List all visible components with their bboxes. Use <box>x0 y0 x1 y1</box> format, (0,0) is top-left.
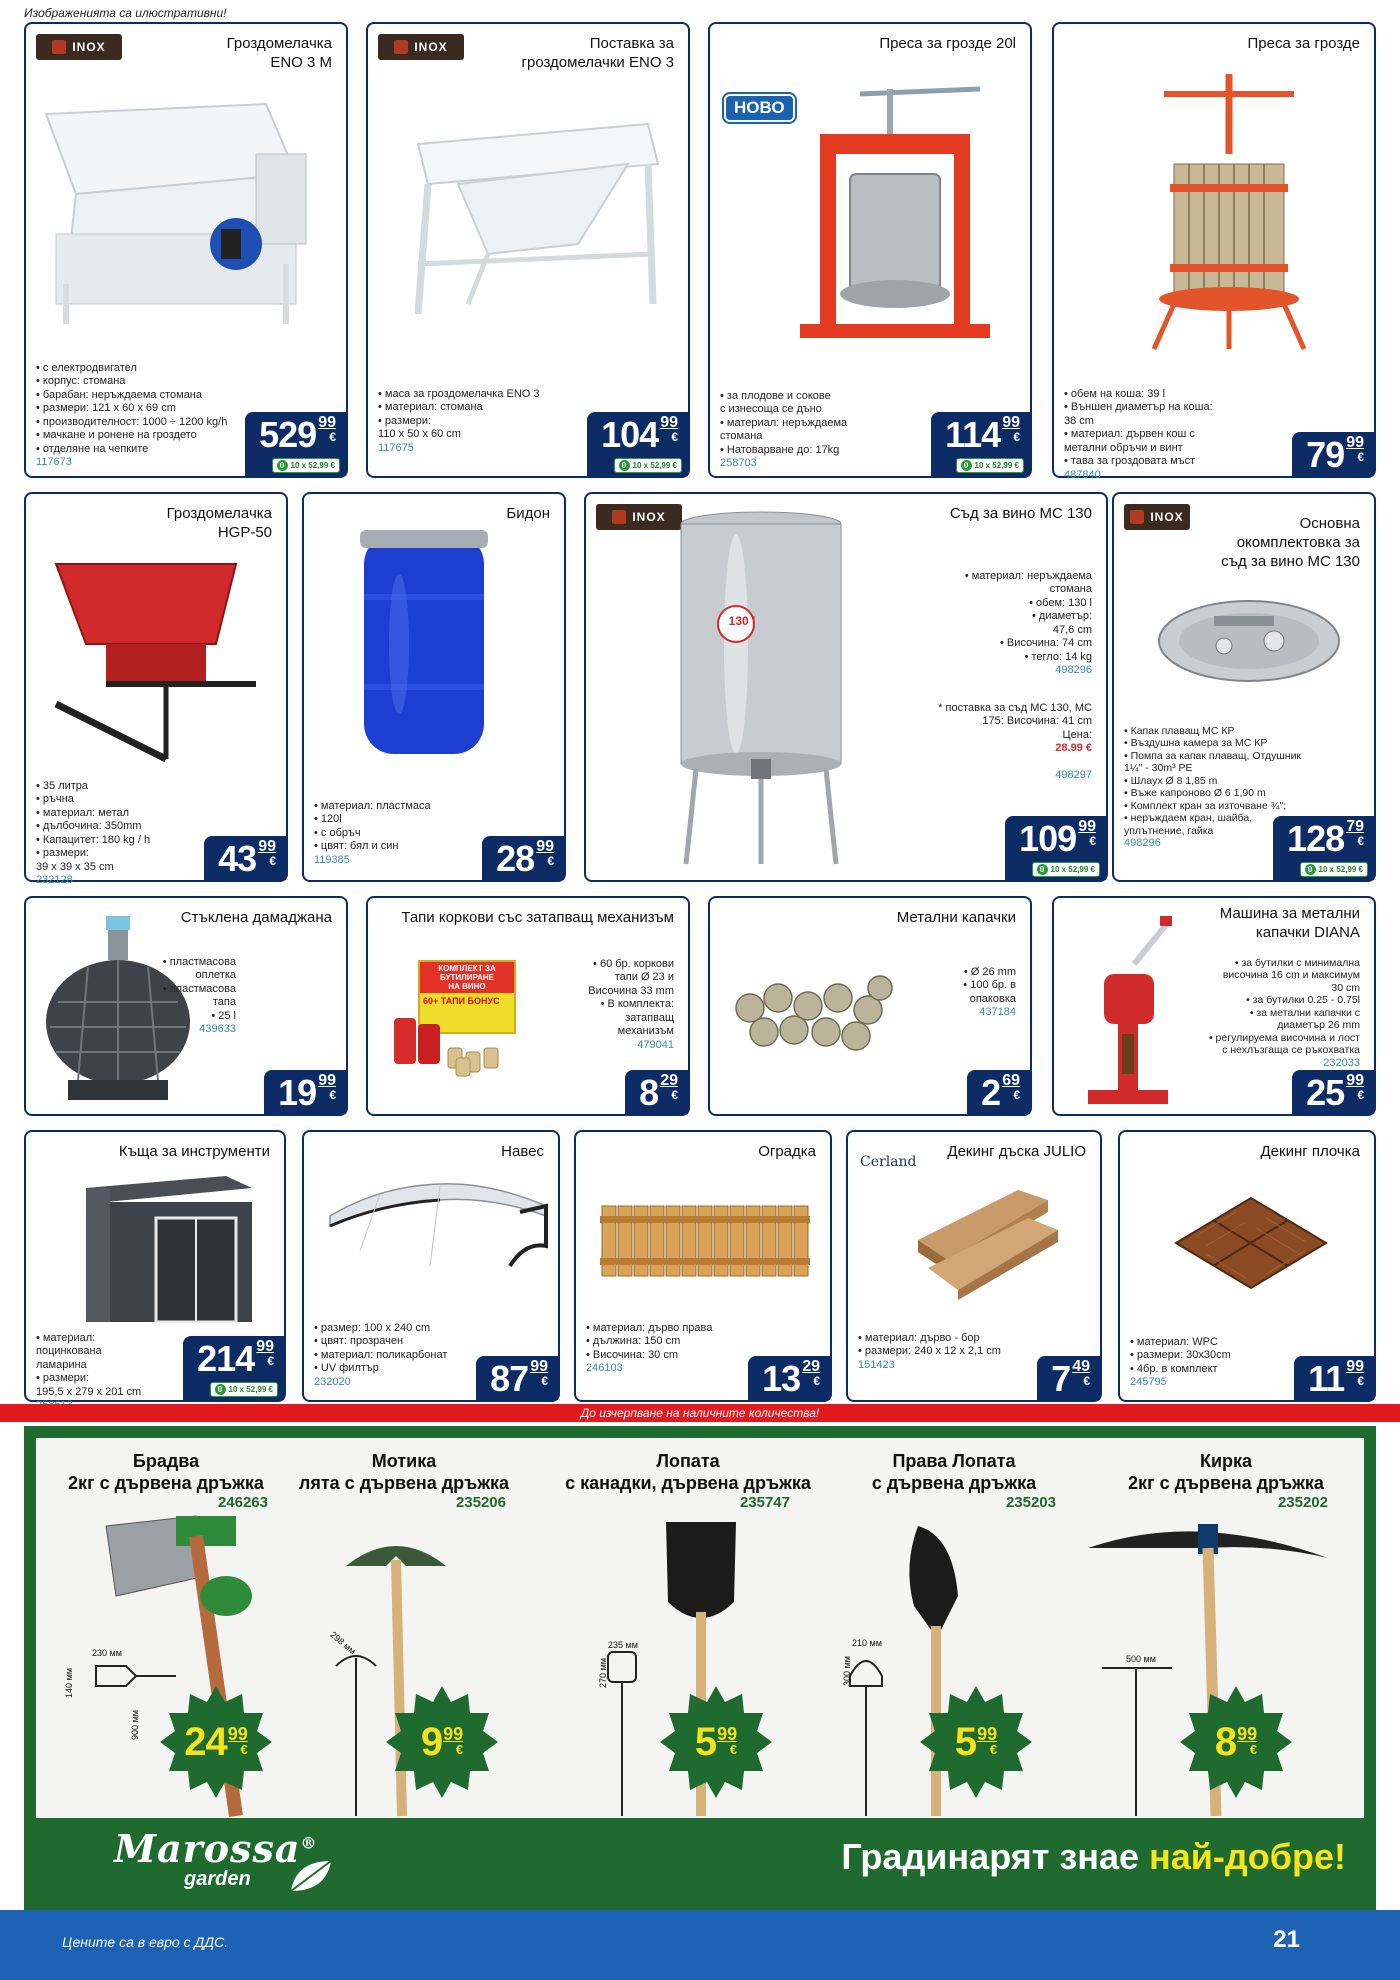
decking-tile-image <box>1166 1188 1336 1298</box>
red-crusher-image <box>46 554 276 764</box>
cerland-logo: Cerland <box>860 1154 917 1170</box>
product-card-fence[interactable] <box>574 1130 832 1402</box>
price-tag: 79 99 € <box>1292 432 1374 476</box>
slogan: Градинарят знае най-добре! <box>841 1836 1346 1877</box>
price-tag: 19 99 € <box>264 1070 346 1114</box>
price-badge-pickaxe: 8 99 € <box>1180 1686 1292 1798</box>
product-code: 245795 <box>1130 1376 1167 1388</box>
hoe-dim: 298 мм <box>328 1629 358 1657</box>
product-card-tank-accessories[interactable] <box>1112 492 1376 882</box>
product-card-corks[interactable] <box>366 896 690 1116</box>
grape-crusher-image <box>36 84 336 334</box>
product-title: Стъклена дамаджана <box>180 909 332 926</box>
product-code: 151423 <box>858 1358 895 1371</box>
product-card-grape-press-20l[interactable] <box>708 22 1032 478</box>
price-tag: 43 99 € <box>204 836 286 880</box>
product-code: 479041 <box>637 1038 674 1051</box>
product-title: Основна окомплектовка за съд за вино МС 130 <box>1221 515 1360 570</box>
capper-machine-image <box>1074 914 1174 1110</box>
inox-logo: INOX <box>596 504 682 530</box>
stand-price: 28.99 € <box>1055 742 1092 754</box>
tool-name: Лопата с канадки, дървена дръжка <box>565 1451 811 1493</box>
installment-badge: 0 10 х 52,99 € <box>1032 862 1100 877</box>
price-note: Цените са в евро с ДДС. <box>62 1934 229 1950</box>
product-code: 498296 <box>1055 664 1092 676</box>
product-title: Машина за метални капачки DIANA <box>1219 905 1360 941</box>
tool-code: 246263 <box>217 1494 268 1511</box>
product-code: 246103 <box>586 1362 623 1374</box>
price-tag: 104 99 € 0 10 х 52,99 € <box>587 412 688 476</box>
garden-tools-banner <box>24 1426 1376 1910</box>
price-tag: 214 99 € 0 10 х 52,99 € <box>183 1336 284 1400</box>
price-tag: 8 29 € <box>625 1070 688 1114</box>
product-card-decking-board[interactable] <box>846 1130 1102 1402</box>
price-badge-hoe: 9 99 € <box>386 1686 498 1798</box>
price-tag: 25 99 € <box>1292 1070 1374 1114</box>
inox-logo: INOX <box>1124 504 1190 530</box>
product-description: • материал: поцинкована ламарина • размери: 195,5 x 279 x 201 cm <box>36 1318 141 1426</box>
garden-tools-panel <box>36 1438 1364 1818</box>
product-card-demijohn[interactable] <box>24 896 348 1116</box>
price-tag: 128 79 € 0 10 х 52,99 € <box>1273 816 1374 880</box>
product-description: • материал: неръждаема стомана • обем: 130 l • диаметър: 47,6 cm • Височина: 74 cm • тегло: 14 kg 498296 <box>964 569 1092 676</box>
price-badge-shovel: 5 99 € <box>660 1686 772 1798</box>
product-title: Преса за грозде 20l <box>879 35 1016 52</box>
product-code: 117675 <box>378 441 414 454</box>
product-title: Поставка за гроздомелачки ENO 3 <box>521 35 674 71</box>
product-description: • материал: пластмаса • 120l • с обръч • цвят: бял и син 119385 <box>314 799 431 866</box>
tool-axe[interactable] <box>36 1450 296 1511</box>
axe-width-dim: 230 мм <box>92 1648 122 1658</box>
product-description: • материал: дърво правa • дължина: 150 cm • Височина: 30 cm 246103 <box>586 1321 713 1374</box>
product-description: • материал: дърво - бор • размери: 240 x 12 x 2,1 cm 151423 <box>858 1331 1001 1371</box>
product-card-grape-press[interactable] <box>1052 22 1376 481</box>
product-description: • Ø 26 mm • 100 бр. в опаковка 437184 <box>963 965 1016 1018</box>
price-tag: 529 99 € 0 10 х 52,99 € <box>245 412 346 476</box>
price-badge-straight-shovel: 5 99 € <box>920 1686 1032 1798</box>
tool-name: Мотика лята с дървена дръжка <box>298 1451 510 1493</box>
product-card-grape-crusher-eno3m[interactable] <box>24 22 348 478</box>
product-description: • 60 бр. коркови тапи Ø 23 и Височина 33 mm • В комплекта: затапващ механизъм 479041 <box>588 957 674 1051</box>
tool-code: 235202 <box>1277 1494 1328 1511</box>
product-code: 498296 <box>1124 837 1161 849</box>
kit-box-text: КОМПЛЕКТ ЗА БУТИЛИРАНЕ НА ВИНО <box>420 962 514 993</box>
price-badge-axe: 24 99 € <box>160 1686 272 1798</box>
price-tag: 7 49 € <box>1037 1356 1100 1400</box>
product-description: • размер: 100 x 240 cm • цвят: прозрачен • материал: поликарбонат • UV филтър 232020 <box>314 1321 448 1388</box>
price-tag: 28 99 € <box>482 836 564 880</box>
shovel-width-dim: 235 мм <box>608 1640 638 1650</box>
new-badge: НОВО <box>724 94 795 122</box>
tool-straight-shovel[interactable] <box>824 1450 1084 1511</box>
product-code: 232033 <box>1323 1056 1360 1069</box>
product-title: Декинг дъска JULIO <box>947 1143 1086 1160</box>
product-description: • за плодове и сокове с изнесоща се дъно • материал: неръждаема стомана • Натоварване до: 17kg 258703 <box>720 389 848 469</box>
corks-image <box>388 998 518 1078</box>
page-number: 21 <box>1273 1926 1300 1953</box>
shovel-height-dim: 270 мм <box>597 1658 608 1688</box>
product-card-barrel[interactable] <box>302 492 566 882</box>
tool-hoe[interactable] <box>274 1450 534 1511</box>
product-description: • пластмасова оплетка • пластмасова тапа • 25 l 439633 <box>162 955 236 1035</box>
axe-length-dim: 900 мм <box>129 1710 140 1740</box>
product-title: Гроздомелачка HGP-50 <box>166 505 272 541</box>
product-title: Преса за грозде <box>1247 35 1360 52</box>
product-title: Бидон <box>506 505 550 522</box>
product-title: Тапи коркови със затапващ механизъм <box>401 909 674 926</box>
inox-logo: INOX <box>378 34 464 60</box>
price-tag: 114 99 € 0 10 х 52,99 € <box>931 412 1030 476</box>
installment-badge: 0 10 х 52,99 € <box>272 458 340 473</box>
product-description: • маса за гроздомелачка ENO 3 • материал: стомана • размери: 110 x 50 x 60 cm 117675 <box>378 387 540 454</box>
kit-bonus-text: 60+ ТАПИ БОНУС <box>423 996 500 1006</box>
decking-board-image <box>908 1190 1058 1300</box>
stand-code: 498297 <box>1055 769 1092 781</box>
product-card-capper-diana[interactable] <box>1052 896 1376 1116</box>
tool-name: Права Лопата с дървена дръжка <box>871 1451 1037 1493</box>
product-card-canopy[interactable] <box>302 1130 560 1402</box>
product-card-tool-shed[interactable] <box>24 1130 286 1402</box>
tool-shovel[interactable] <box>558 1450 818 1511</box>
price-tag: 87 99 € <box>476 1356 558 1400</box>
product-code: 487840 <box>1064 468 1101 481</box>
product-title: Оградка <box>758 1143 816 1160</box>
product-code: 232128 <box>36 874 73 886</box>
installment-badge: 0 10 х 52,99 € <box>210 1382 278 1397</box>
blue-barrel-image <box>354 524 494 764</box>
price-tag: 13 29 € <box>748 1356 830 1400</box>
metal-caps-image <box>730 968 900 1058</box>
tool-name: Кирка 2кг с дървена дръжка <box>1128 1451 1324 1493</box>
product-card-grape-crusher-hgp50[interactable] <box>24 492 288 886</box>
installment-badge: 0 10 х 52,99 € <box>1300 862 1368 877</box>
leaf-icon <box>286 1856 336 1896</box>
installment-badge: 0 10 х 52,99 € <box>956 458 1024 473</box>
product-description: • за бутилки с минимална височина 16 cm и максимум 30 cm • за бутилки 0.25 - 0.75l • за метални капачки с диаметър 26 mm • регулируема височина и лост с нехлъзгаща се ръкохватка 232033 <box>1208 956 1360 1069</box>
product-card-metal-caps[interactable] <box>708 896 1032 1116</box>
product-description: • обем на коша: 39 l • Външен диаметър на коша: 38 cm • материал: дървен кош с метални обръчи и винт • тава за гроздовата мъст 487840 <box>1064 387 1213 481</box>
tool-pickaxe[interactable] <box>1096 1450 1356 1511</box>
wine-tank-image <box>676 504 846 874</box>
axe-height-dim: 140 мм <box>63 1668 74 1698</box>
product-description: • материал: WPC • размери: 30x30cm • 4бр. в комплект 245795 <box>1130 1335 1231 1388</box>
price-tag: 109 99 € 0 10 х 52,99 € <box>1005 816 1106 880</box>
tool-code: 235206 <box>455 1494 506 1511</box>
product-code: 258703 <box>720 457 757 469</box>
installment-badge: 0 10 х 52,99 € <box>614 458 682 473</box>
tool-code: 235747 <box>739 1494 790 1511</box>
product-description: • 35 литра • ръчна • материал: метал • дълбочина: 350mm • Капацитет: 180 kg / h • размери: 39 x 39 x 35 cm 232128 <box>36 779 151 886</box>
product-title: Съд за вино МС 130 <box>949 505 1092 522</box>
tool-name: Брадва 2кг с дървена дръжка <box>68 1451 264 1493</box>
product-title: Метални капачки <box>896 909 1016 926</box>
product-code: 117673 <box>36 456 72 468</box>
product-code: 439633 <box>199 1023 236 1035</box>
page-footer <box>0 1910 1400 1980</box>
inox-logo: INOX <box>36 34 122 60</box>
product-code: 119385 <box>314 853 350 866</box>
wooden-fence-image <box>600 1202 810 1282</box>
product-title: Навес <box>501 1143 544 1160</box>
product-title: Декинг плочка <box>1260 1143 1360 1160</box>
straight-shovel-width-dim: 210 мм <box>852 1638 882 1648</box>
price-tag: 2 69 € <box>967 1070 1030 1114</box>
product-card-wine-tank[interactable] <box>584 492 1108 882</box>
tool-shed-image <box>76 1168 256 1328</box>
product-title: Къща за инструменти <box>118 1143 270 1160</box>
product-description: • с електродвигател • корпус: стомана • барабан: неръждаема стомана • размери: 121 x 60 x 69 cm • производителност: 1000 ÷ 1200 kg/h • мачкане и ронене на гроздето • отделяне на чепките 117673 <box>36 361 228 468</box>
crusher-stand-image <box>398 104 668 324</box>
tank-lid-image <box>1154 586 1344 686</box>
product-code: 437184 <box>979 1006 1016 1018</box>
pickaxe-dim: 500 мм <box>1126 1654 1156 1664</box>
marossa-brand-subtitle: garden <box>184 1868 251 1890</box>
straight-shovel-height-dim: 300 мм <box>841 1656 852 1686</box>
stock-notice-bar: До изчерпване на наличните количества! <box>0 1404 1400 1422</box>
wooden-press-image <box>1134 64 1324 354</box>
grape-press-image <box>780 74 1010 354</box>
canopy-image <box>320 1176 550 1286</box>
product-code: 232020 <box>314 1375 351 1388</box>
price-tag: 11 99 € <box>1294 1356 1374 1400</box>
product-card-crusher-stand[interactable] <box>366 22 690 478</box>
product-title: Гроздомелачка ENO 3 M <box>226 35 332 71</box>
disclaimer: Изображенията са илюстративни! <box>24 6 227 20</box>
tool-code: 235203 <box>1005 1494 1056 1511</box>
tank-volume-label: 130 l <box>728 614 756 628</box>
product-card-decking-tile[interactable] <box>1118 1130 1376 1402</box>
marossa-brand-logo: Marossa® <box>114 1826 318 1871</box>
product-description: • Капак плаващ МС КР • Въздушна камера за МС КР • Помпа за капак плаващ, Отдушник 1¼" - 30m³ PE • Шлаух Ø 8 1,85 m • Въже капроново Ø 6 1,90 m • Комплект кран за източване ¾"; • неръждаем кран, шайба, уплътнение, гайка 498296 <box>1124 724 1302 849</box>
stand-note: * поставка за съд МС 130, МС 175: Височина: 41 cm Цена: 28.99 € 498297 <box>938 701 1092 781</box>
